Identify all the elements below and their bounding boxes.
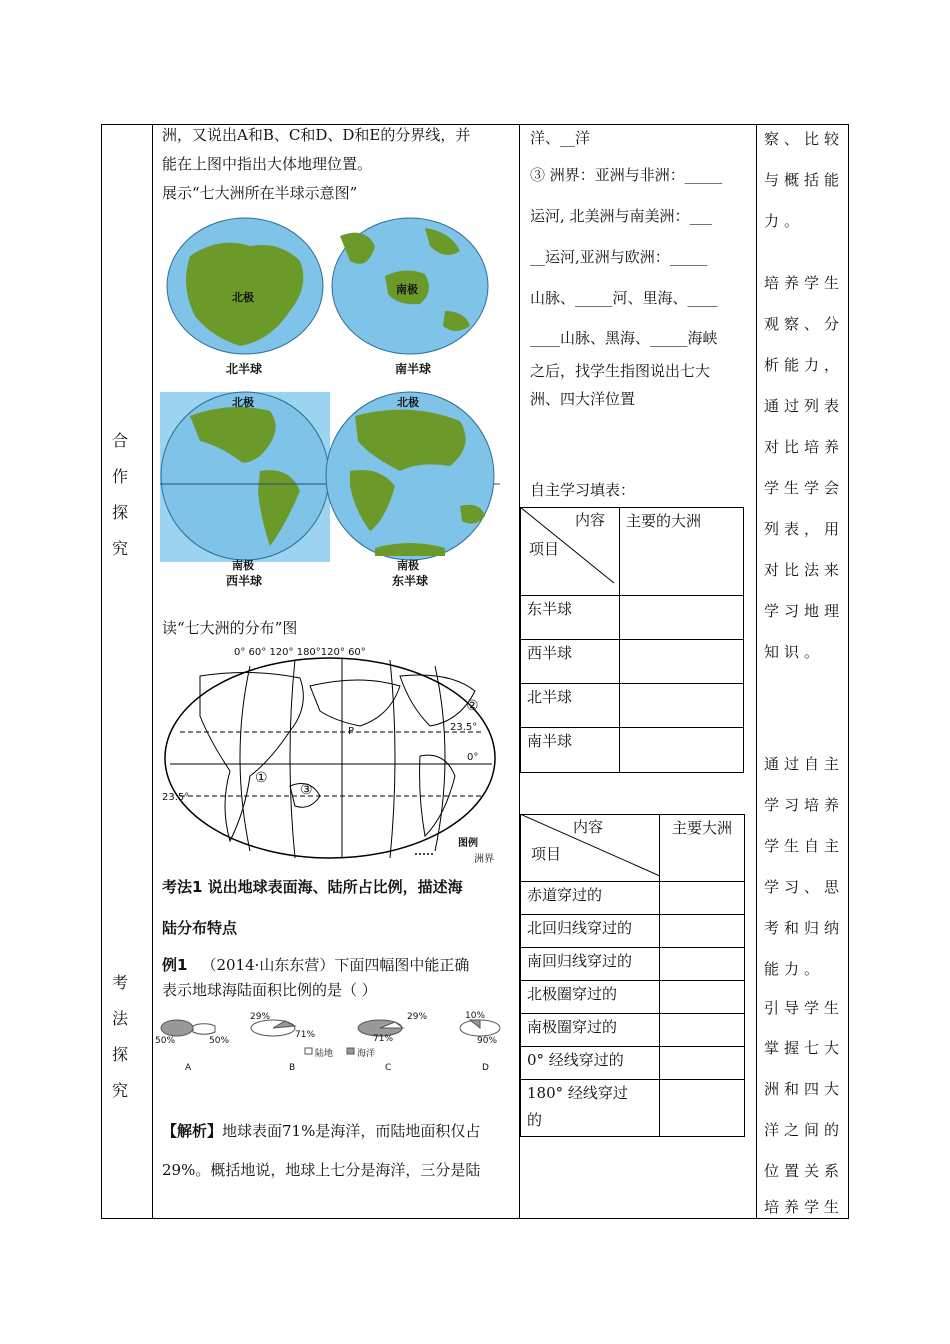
option-d-letter: D <box>482 1063 489 1073</box>
col3-line: 之后，找学生指图说出七大 <box>530 362 711 380</box>
table1-header-cell <box>520 507 620 596</box>
south-hemisphere-caption: 南半球 <box>395 362 432 376</box>
goal-line: 培养学生 <box>764 274 845 292</box>
goal-line: 学生学会 <box>764 479 845 497</box>
legend-title: 图例 <box>458 838 478 849</box>
goal-line: 学生自主 <box>764 837 845 855</box>
legend-land: 陆地 <box>315 1049 334 1059</box>
analysis-text: 地球表面71%是海洋，而陆地面积仅占 <box>222 1122 481 1140</box>
table1-row-input[interactable] <box>619 727 744 773</box>
goal-line: 通过自主 <box>764 755 845 773</box>
legend-item: 洲界 <box>474 854 494 865</box>
table2-head-content: 内容 <box>573 818 604 836</box>
table2-header-col2 <box>659 814 745 882</box>
table2-row-label-line: 的 <box>527 1111 543 1129</box>
hemispheres-svg <box>160 216 500 590</box>
goal-line: 知识。 <box>764 643 825 661</box>
analysis-line2: 29%。概括地说，地球上七分是海洋，三分是陆 <box>162 1161 481 1179</box>
table1-header-col2 <box>619 507 744 596</box>
goal-line: 对比法来 <box>764 561 845 579</box>
pie-c-top-value: 29% <box>407 1012 428 1022</box>
mark-1: ① <box>255 770 268 786</box>
goal-line: 考和归纳 <box>764 919 845 937</box>
goal-line: 列表，用 <box>764 520 845 538</box>
side-char: 作 <box>112 467 129 486</box>
option-b-letter: B <box>289 1063 296 1073</box>
goal-line: 掌握七大 <box>764 1039 845 1057</box>
east-south-pole-label: 南极 <box>397 559 419 572</box>
table2-row-label: 赤道穿过的 <box>520 881 660 915</box>
goal-line: 学习培养 <box>764 796 845 814</box>
side-char: 法 <box>112 1009 129 1028</box>
lat-label-north: 23.5° <box>450 722 478 733</box>
goal-line: 学习、思 <box>764 878 845 896</box>
goal-line: 洋之间的 <box>764 1121 845 1139</box>
table2-row-input[interactable] <box>659 881 745 915</box>
col3-line: 洲、四大洋位置 <box>530 390 636 408</box>
side-char: 究 <box>112 539 129 558</box>
table1-head-col2-label: 主要的大洲 <box>626 512 702 530</box>
table2-head-item: 项目 <box>531 845 562 863</box>
goal-line: 察、比较 <box>764 130 845 148</box>
example-line2: 表示地球海陆面积比例的是（ ） <box>162 981 377 999</box>
goal-line: 能力。 <box>764 960 825 978</box>
pie-b-top-value: 29% <box>250 1012 271 1022</box>
table2-head-col2-label: 主要大洲 <box>671 819 732 837</box>
table1-row-input[interactable] <box>619 595 744 640</box>
table1-row-input[interactable] <box>619 683 744 728</box>
longitude-ticks: 0° 60° 120° 180°120° 60° <box>234 647 366 658</box>
table-right-border <box>848 124 849 1219</box>
south-pole-center-label: 南极 <box>396 283 418 296</box>
example-source: （2014·山东东营）下面四幅图中能正确 <box>201 956 470 974</box>
north-hemisphere-caption: 北半球 <box>226 362 263 376</box>
table1-row-label: 北半球 <box>520 683 620 728</box>
pie-d-top-value: 10% <box>465 1011 486 1021</box>
pie-a-left-value: 50% <box>155 1036 176 1046</box>
table-left-border <box>101 124 102 1219</box>
west-south-pole-label: 南极 <box>232 559 254 572</box>
pie-b-right-value: 71% <box>295 1030 316 1040</box>
goal-line: 析能力， <box>764 356 845 374</box>
col3-line: ③ 洲界：亚洲与非洲：_____ <box>530 166 723 184</box>
world-continents-map <box>160 646 505 866</box>
col-divider-1 <box>152 124 153 1219</box>
paragraph-line: 展示“七大洲所在半球示意图” <box>162 184 358 202</box>
self-study-label: 自主学习填表： <box>530 481 636 499</box>
north-pole-label: 北极 <box>232 291 254 304</box>
option-c-letter: C <box>385 1063 392 1073</box>
lat-label-equator: 0° <box>467 752 479 763</box>
goal-line: 力。 <box>764 212 805 230</box>
table1-head-content: 内容 <box>575 511 606 529</box>
goal-line: 通过列表 <box>764 397 845 415</box>
table2-row-label: 南极圈穿过的 <box>520 1013 660 1047</box>
hemispheres-figure <box>160 216 500 590</box>
table2-row-input[interactable] <box>659 914 745 948</box>
east-hemisphere-caption: 东半球 <box>392 574 429 588</box>
pie-a-right-value: 50% <box>209 1036 230 1046</box>
goal-line: 对比培养 <box>764 438 845 456</box>
west-hemisphere-caption: 西半球 <box>226 574 263 588</box>
table1-row-label: 南半球 <box>520 727 620 773</box>
paragraph-line: 能在上图中指出大体地理位置。 <box>162 155 373 173</box>
table2-row-label: 南回归线穿过的 <box>520 947 660 981</box>
table2-row-input[interactable] <box>659 947 745 981</box>
col-divider-3 <box>756 124 757 1219</box>
goal-line: 洲和四大 <box>764 1080 845 1098</box>
col3-line: ____山脉、黑海、_____海峡 <box>530 329 718 347</box>
table2-row-label: 北极圈穿过的 <box>520 980 660 1014</box>
side-char: 探 <box>112 1045 129 1064</box>
paragraph-line: 读“七大洲的分布”图 <box>162 619 298 637</box>
table2-row-input[interactable] <box>659 980 745 1014</box>
kaofa-heading-line1: 考法1 说出地球表面海、陆所占比例，描述海 <box>162 878 463 896</box>
goal-line: 学习地理 <box>764 602 845 620</box>
col3-line: 洋、__洋 <box>530 129 591 147</box>
mark-2: ② <box>466 698 479 714</box>
side-char: 究 <box>112 1081 129 1100</box>
goal-line: 引导学生 <box>764 999 845 1017</box>
lat-label-south: 23.5° <box>162 792 190 803</box>
table2-row-label-line: 180° 经线穿过 <box>527 1084 628 1102</box>
world-map-svg <box>160 646 505 866</box>
side-char: 探 <box>112 503 129 522</box>
table2-row-input[interactable] <box>659 1013 745 1047</box>
example-line1 <box>162 955 469 975</box>
goal-line: 位置关系 <box>764 1162 845 1180</box>
col3-line: 运河, 北美洲与南美洲：___ <box>530 207 713 225</box>
goal-line: 观察、分 <box>764 315 845 333</box>
col3-line: 山脉、_____河、里海、____ <box>530 289 718 307</box>
table2-row-label: 0° 经线穿过的 <box>520 1046 660 1080</box>
side-char: 考 <box>112 973 129 992</box>
goal-line: 培养学生 <box>764 1198 845 1216</box>
table1-head-item: 项目 <box>529 540 560 558</box>
paragraph-line: 洲，又说出A和B、C和D、D和E的分界线，并 <box>162 126 471 144</box>
east-north-pole-label: 北极 <box>397 396 419 409</box>
table2-row-label <box>520 1079 660 1137</box>
example-number: 例1 <box>162 956 188 974</box>
west-north-pole-label: 北极 <box>232 396 254 409</box>
kaofa-heading-line2: 陆分布特点 <box>162 919 238 937</box>
side-char: 合 <box>112 431 129 450</box>
analysis-line1 <box>162 1121 480 1141</box>
goal-line: 与概括能 <box>764 171 845 189</box>
option-a-letter: A <box>185 1063 192 1073</box>
mark-3: ③ <box>300 782 313 798</box>
table1-row-label: 东半球 <box>520 595 620 640</box>
pie-d-bottom-value: 90% <box>477 1036 498 1046</box>
table2-header-cell <box>520 814 660 882</box>
pie-options-figure <box>155 1008 517 1080</box>
table-bottom-border <box>101 1218 848 1219</box>
table2-row-input[interactable] <box>659 1046 745 1080</box>
legend-sea: 海洋 <box>357 1049 376 1059</box>
pie-c-bottom-value: 71% <box>373 1034 394 1044</box>
table2-row-input[interactable] <box>659 1079 745 1137</box>
point-p-label: P <box>348 726 355 737</box>
col3-line: __运河,亚洲与欧洲：_____ <box>530 248 708 266</box>
table2-row-label: 北回归线穿过的 <box>520 914 660 948</box>
analysis-label: 【解析】 <box>162 1122 223 1140</box>
table1-row-input[interactable] <box>619 639 744 684</box>
table1-row-label: 西半球 <box>520 639 620 684</box>
